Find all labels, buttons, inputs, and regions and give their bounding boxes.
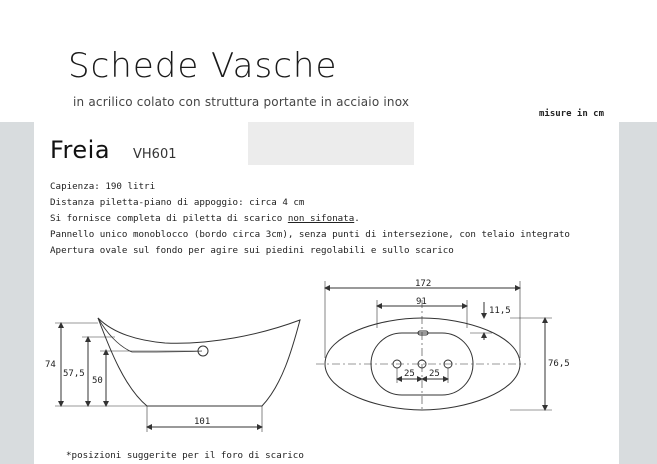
side-view-drawing xyxy=(55,318,300,432)
spec-drain-underlined: non sifonata xyxy=(287,213,355,224)
dim-base-length: 101 xyxy=(194,417,211,427)
dim-height-mid: 57,5 xyxy=(63,369,85,379)
product-name: Freia xyxy=(50,136,111,164)
spec-drain-prefix: Si fornisce completa di piletta di scarico xyxy=(50,213,288,224)
dim-hole-spacing-left: 25 xyxy=(404,369,415,379)
footnote: *posizioni suggerite per il foro di scarico xyxy=(66,450,304,461)
side-view-inner-edge xyxy=(98,318,202,352)
spec-drain-suffix: . xyxy=(354,213,360,224)
page-title: Schede Vasche xyxy=(68,46,338,86)
dim-inner-length: 91 xyxy=(416,297,427,307)
dim-height-drain: 50 xyxy=(92,376,103,386)
spec-panel: Pannello unico monoblocco (bordo circa 3cm), senza punti di intersezione, con telaio integrato xyxy=(50,229,570,240)
dim-length-total: 172 xyxy=(415,279,432,289)
dim-offset: 11,5 xyxy=(489,306,511,316)
spec-capacity: Capienza: 190 litri xyxy=(50,181,156,192)
product-code: VH601 xyxy=(133,147,177,162)
page-subtitle: in acrilico colato con struttura portante in acciaio inox xyxy=(73,95,410,109)
dim-hole-spacing-right: 25 xyxy=(429,369,440,379)
dim-width: 76,5 xyxy=(548,359,570,369)
spec-opening: Apertura ovale sul fondo per agire sui piedini regolabili e sullo scarico xyxy=(50,245,454,256)
side-view-tub-outline xyxy=(98,318,300,406)
dim-height-total: 74 xyxy=(45,360,56,370)
measure-units-note: misure in cm xyxy=(539,109,605,119)
top-view-drawing xyxy=(316,281,552,410)
spec-drain-distance: Distanza piletta-piano di appoggio: circa 4 cm xyxy=(50,197,305,208)
